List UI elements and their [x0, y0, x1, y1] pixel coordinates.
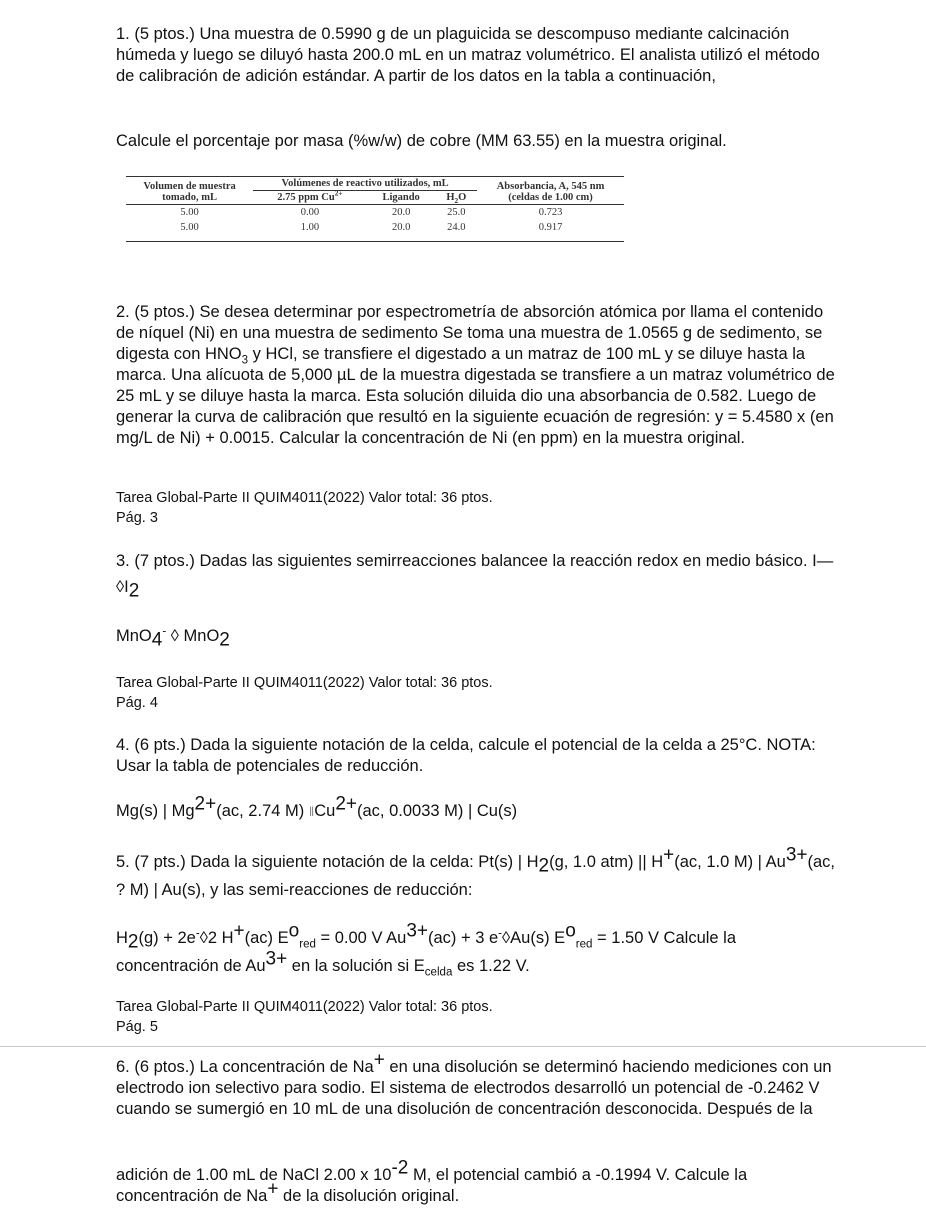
problem-4-cell-notation: Mg(s) | $Mg^{2+}(ac$, 2.74 M) ǁCu$^{2+}$(ac, 0.0033 M) | Cu(s)	[116, 793, 518, 820]
problem-1-statement: 1. (5 ptos.) Una muestra de 0.5990 g de un plaguicida se descompuso mediante calcinación húmeda y luego se diluyó hasta 200.0 mL en un matraz volumétrico. El analista utilizó el método de calibración de adición estándar. A partir de los datos en la tabla a continuación,	[116, 25, 820, 85]
header-water: $H_2O$	[446, 192, 467, 206]
problem-2-statement: 2. (5 ptos.) Se desea determinar por espectrometría de absorción atómica por llama el contenido de níquel (Ni) en una muestra de sedimento Se toma una muestra de 1.0565 g de sedimento, se digesta con $HNO_3$ y HCl, se transfiere el digestado a un matraz de 100 mL y se diluye hasta la marca. Una alícuota de 5,000 µL de la muestra digestada se transfiere a un matraz volumétrico de 25 mL y se diluye hasta la marca. Esta solución diluida dio una absorbancia de 0.582. Luego de generar la curva de calibración que resultó en la siguiente ecuación de regresión: y = 5.4580 x (en mg/L de Ni) + 0.0015. Calcular la concentración de Ni (en ppm) en la muestra original.	[116, 303, 835, 447]
problem-3-half-reaction: MnO$_4$- ◊ MnO$_2$	[116, 625, 230, 651]
problem-3-statement: 3. (7 ptos.) Dadas las siguientes semirreacciones balancee la reacción redox en medio básico. $I—◊I_2$	[116, 552, 834, 602]
problem-6-statement: 6. (6 ptos.) La concentración de Na+ en una disolución se determinó haciendo mediciones con un electrodo ion selectivo para sodio. El sistema de electrodos desarrolló un potencial de -0.2462 V cuando se sumergió en 10 mL de una disolución de concentración desconocida. Después de la	[116, 1049, 832, 1118]
table-row: 5.00 1.00 20.0 24.0 0.917	[126, 220, 624, 242]
table-row: 5.00 0.00 20.0 25.0 0.723	[180, 207, 563, 218]
problem-1-question: Calcule el porcentaje por masa (%w/w) de cobre (MM 63.55) en la muestra original.	[116, 132, 727, 150]
problem-6-continuation: adición de 1.00 mL de NaCl 2.00 x $10^{-2}$ M, el potencial cambió a -0.1994 V. Calcule la concentración de Na+ de la disolución original.	[116, 1157, 748, 1205]
header-cu: 2.75 ppm $Cu^{2+}$	[277, 188, 343, 203]
header-ligand: Ligando	[382, 192, 420, 203]
page-footer-3: Tarea Global-Parte II QUIM4011(2022) Valor total: 36 ptos. Pág. 3	[116, 490, 493, 526]
header-sample: Volumen de muestra tomado, mL	[143, 181, 236, 203]
problem-5-statement: 5. (7 pts.) Dada la siguiente notación de la celda: Pt(s) | $H_2(g$, 1.0 atm) || H+(ac, 1.0 M) | $Au^{3+}(ac$, ? M) | Au(s), y las semi-reacciones de reducción:	[116, 844, 835, 899]
header-absorbance: Absorbancia, A, 545 nm (celdas de 1.00 cm)	[496, 181, 605, 203]
header-reagents: Volúmenes de reactivo utilizados, mL	[253, 177, 477, 191]
problem-4-statement: 4. (6 pts.) Dada la siguiente notación de la celda, calcule el potencial de la celda a 25°C. NOTA: Usar la tabla de potenciales de reducción.	[116, 736, 816, 775]
problem-5-half-reactions: $H_2(g)$ + 2e-◊2 H+(ac) $E^o_{red} = 0.00$ V $Au^{3+}(ac) + 3$ e-◊Au(s) $E^o_{red} = 1.50$ V Calcule la concentración de $Au^{3+}$ en la solución si $E_{celda}$ es 1.22 V.	[116, 920, 737, 979]
page-footer-4: Tarea Global-Parte II QUIM4011(2022) Valor total: 36 ptos. Pág. 4	[116, 675, 493, 711]
page-footer-5: Tarea Global-Parte II QUIM4011(2022) Valor total: 36 ptos. Pág. 5	[116, 999, 493, 1035]
data-table	[126, 176, 624, 242]
page-divider	[0, 1046, 926, 1047]
